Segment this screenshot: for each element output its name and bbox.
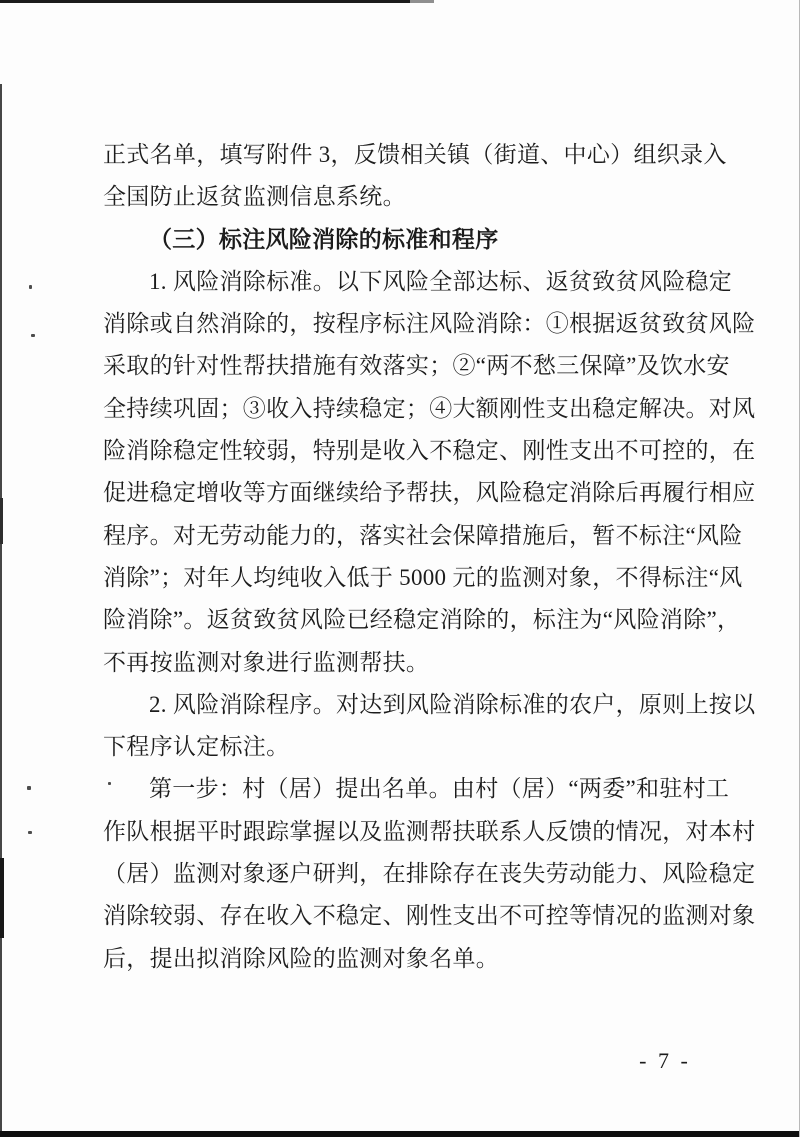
scan-speck (29, 285, 32, 289)
text-line: 程序。对无劳动能力的，落实社会保障措施后，暂不标注“风险 (103, 522, 743, 548)
text-line: （居）监测对象逐户研判，在排除存在丧失劳动能力、风险稳定 (103, 861, 756, 887)
page-number: - 7 - (639, 1048, 691, 1073)
document-text-block (103, 134, 756, 980)
scan-speck (28, 831, 32, 834)
scan-edge-left-blob (0, 858, 4, 938)
text-line: 全持续巩固；③收入持续稳定；④大额刚性支出稳定解决。对风 (103, 395, 756, 421)
text-line: 1. 风险消除标准。以下风险全部达标、返贫致贫风险稳定 (149, 268, 733, 294)
text-line: 正式名单，填写附件 3，反馈相关镇（街道、中心）组织录入 (103, 142, 727, 167)
text-line: 2. 风险消除程序。对达到风险消除标准的农户，原则上按以 (149, 691, 756, 717)
scan-speck (27, 786, 31, 790)
text-line: 险消除”。返贫致贫风险已经稳定消除的，标注为“风险消除”， (103, 607, 741, 633)
scan-edge-left (0, 84, 2, 1137)
text-line: 下程序认定标注。 (103, 734, 290, 760)
text-line: 采取的针对性帮扶措施有效落实；②“两不愁三保障”及饮水安 (103, 353, 730, 379)
scan-edge-bottom (0, 1131, 800, 1137)
text-line: 作队根据平时跟踪掌握以及监测帮扶联系人反馈的情况，对本村 (103, 818, 756, 844)
text-line: 后，提出拟消除风险的监测对象名单。 (103, 945, 500, 971)
text-line: 促进稳定增收等方面继续给予帮扶，风险稳定消除后再履行相应 (103, 480, 756, 506)
text-line: 险消除稳定性较弱，特别是收入不稳定、刚性支出不可控的，在 (103, 438, 756, 464)
scan-speck (31, 334, 35, 337)
text-line: （三）标注风险消除的标准和程序 (149, 226, 499, 252)
text-line: 第一步：村（居）提出名单。由村（居）“两委”和驻村工 (149, 776, 730, 802)
text-line: 消除较弱、存在收入不稳定、刚性支出不可控等情况的监测对象 (103, 903, 756, 929)
scan-edge-left-blob-2 (0, 498, 3, 544)
text-line: 全国防止返贫监测信息系统。 (103, 184, 406, 210)
text-line: 不再按监测对象进行监测帮扶。 (103, 649, 430, 675)
text-line: 消除”；对年人均纯收入低于 5000 元的监测对象，不得标注“风 (103, 564, 743, 590)
text-line: 消除或自然消除的，按程序标注风险消除：①根据返贫致贫风险 (103, 311, 756, 337)
scan-edge-top (0, 0, 410, 3)
scan-edge-top-gray (410, 0, 434, 3)
